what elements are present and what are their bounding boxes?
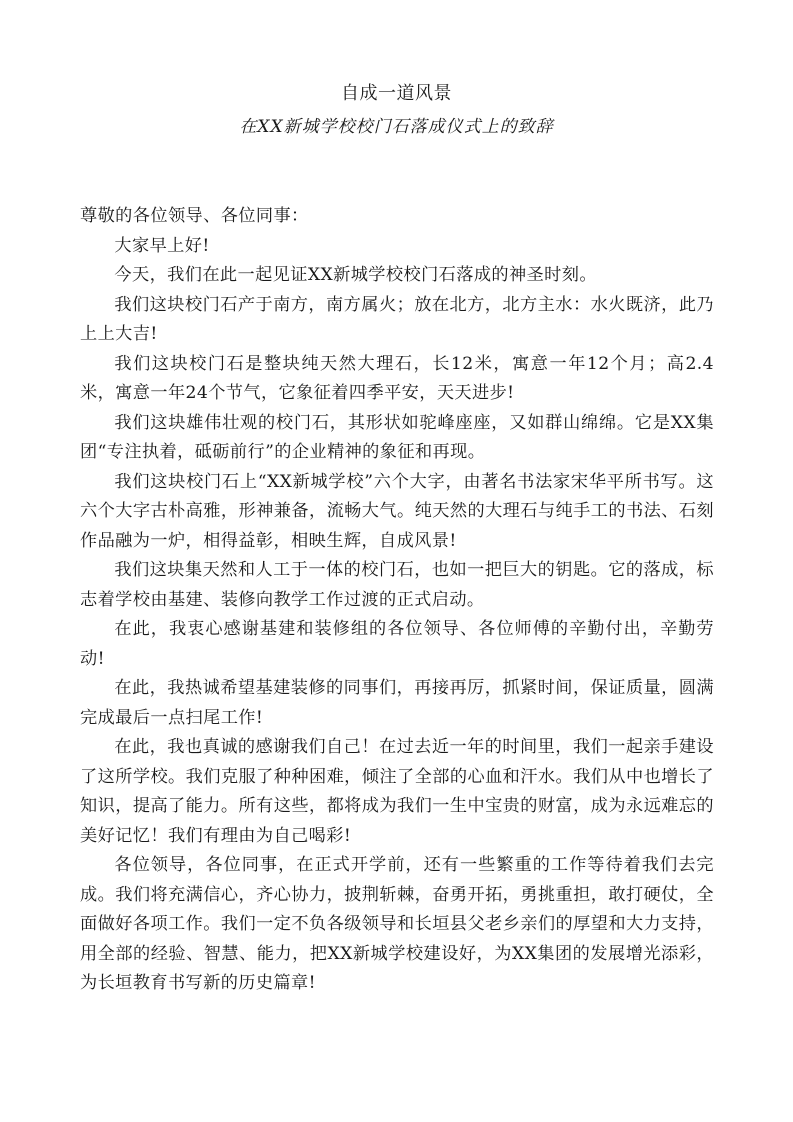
- paragraph-origin: 我们这块校门石产于南方，南方属火；放在北方，北方主水：水火既济，此乃上上大吉!: [80, 294, 714, 344]
- paragraph-key: 我们这块集天然和人工于一体的校门石，也如一把巨大的钥匙。它的落成，标志着学校由基建、装修向教学工作过渡的正式启动。: [80, 560, 714, 610]
- paragraph-greeting: 大家早上好!: [114, 235, 210, 256]
- paragraph-witness: 今天，我们在此一起见证XX新城学校校门石落成的神圣时刻。: [114, 265, 597, 285]
- paragraph-thanks-selves: 在此，我也真诚的感谢我们自己！在过去近一年的时间里，我们一起亲手建设了这所学校。我们克服了种种困难，倾注了全部的心血和汗水。我们从中也增长了知识，提高了能力。所有这些，都将成为我们一生中宝贵的财富，成为永远难忘的美好记忆！我们有理由为自己喝彩!: [80, 737, 714, 846]
- paragraph-closing: 各位领导，各位同事，在正式开学前，还有一些繁重的工作等待着我们去完成。我们将充满信心，齐心协力，披荆斩棘，奋勇开拓，勇挑重担，敢打硬仗，全面做好各项工作。我们一定不负各级领导和长垣县父老乡亲们的厚望和大力支持，用全部的经验、智慧、能力，把XX新城学校建设好，为XX集团的发展增光添彩，为长垣教育书写新的历史篇章!: [80, 855, 714, 993]
- document-subtitle: 在XX新城学校校门石落成仪式上的致辞: [239, 117, 554, 137]
- paragraph-dimensions: 我们这块校门石是整块纯天然大理石，长12米，寓意一年12个月；高2.4米，寓意一年24个节气，它象征着四季平安，天天进步!: [80, 353, 714, 403]
- document-title: 自成一道风景: [341, 83, 452, 104]
- paragraph-calligraphy: 我们这块校门石上“XX新城学校”六个大字，由著名书法家宋华平所书写。这六个大字古朴高雅，形神兼备，流畅大气。纯天然的大理石与纯手工的书法、石刻作品融为一炉，相得益彰，相映生辉，自成风景!: [80, 471, 714, 551]
- document-body: [80, 202, 714, 999]
- salutation: 尊敬的各位领导、各位同事：: [80, 206, 309, 226]
- paragraph-thanks-builders: 在此，我衷心感谢基建和装修组的各位领导、各位师傅的辛勤付出，辛勤劳动!: [80, 619, 714, 669]
- paragraph-shape: 我们这块雄伟壮观的校门石，其形状如驼峰座座，又如群山绵绵。它是XX集团“专注执着，砥砺前行”的企业精神的象征和再现。: [80, 412, 714, 462]
- paragraph-hope: 在此，我热诚希望基建装修的同事们，再接再厉，抓紧时间，保证质量，圆满完成最后一点扫尾工作!: [80, 678, 714, 728]
